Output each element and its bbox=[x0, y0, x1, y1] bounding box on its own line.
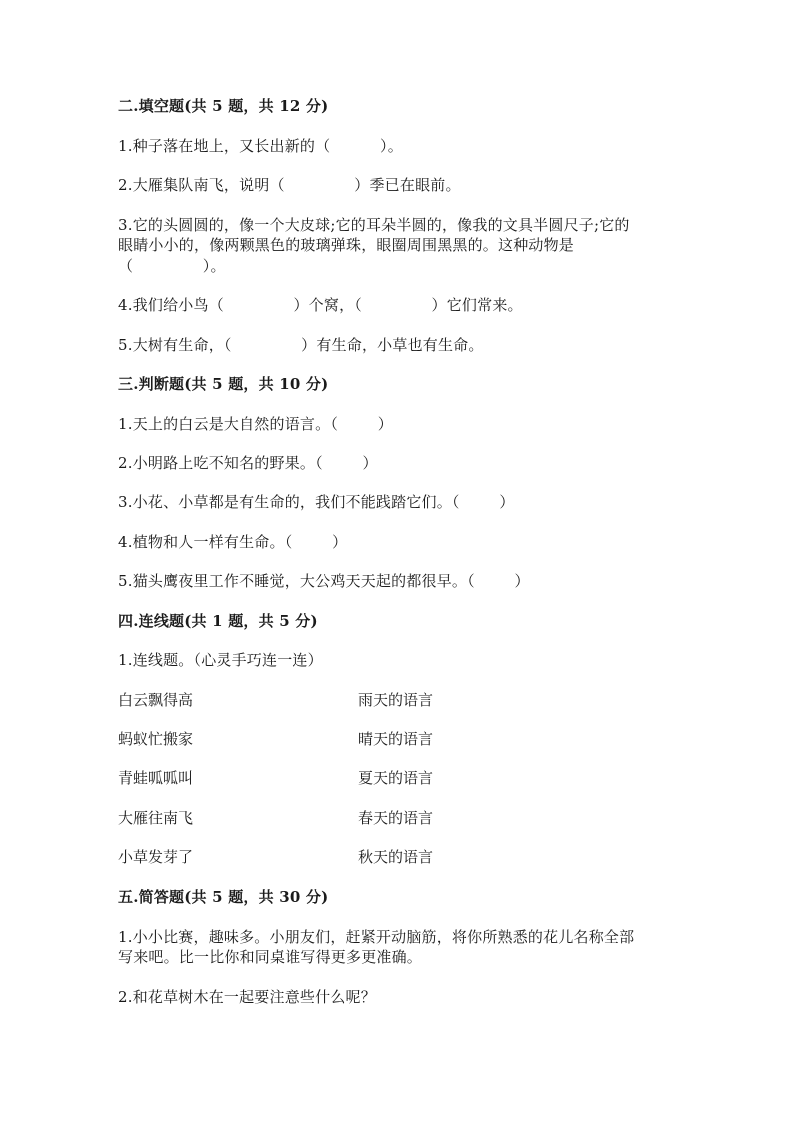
question-fill-3-line3: （ ）。 bbox=[118, 257, 226, 275]
section-heading-short-answer: 五.简答题(共 5 题，共 30 分) bbox=[118, 888, 329, 906]
matching-left-item: 白云飘得高 bbox=[118, 691, 194, 709]
question-sa-1-line2: 写来吧。比一比你和同桌谁写得更多更准确。 bbox=[118, 948, 423, 966]
question-fill-1: 1.种子落在地上，又长出新的（ ）。 bbox=[118, 137, 403, 155]
section-heading-fill-blank: 二.填空题(共 5 题，共 12 分) bbox=[118, 97, 329, 115]
question-fill-2: 2.大雁集队南飞，说明（ ）季已在眼前。 bbox=[118, 176, 461, 194]
question-tf-2: 2.小明路上吃不知名的野果。（ ） bbox=[118, 454, 378, 472]
question-tf-3: 3.小花、小草都是有生命的，我们不能践踏它们。（ ） bbox=[118, 493, 515, 511]
question-sa-1-line1: 1.小小比赛，趣味多。小朋友们，赶紧开动脑筋，将你所熟悉的花儿名称全部 bbox=[118, 928, 635, 946]
question-tf-1: 1.天上的白云是大自然的语言。（ ） bbox=[118, 415, 393, 433]
question-fill-5: 5.大树有生命，（ ）有生命，小草也有生命。 bbox=[118, 336, 484, 354]
section-heading-true-false: 三.判断题(共 5 题，共 10 分) bbox=[118, 375, 329, 393]
matching-left-item: 小草发芽了 bbox=[118, 848, 194, 866]
matching-left-item: 蚂蚁忙搬家 bbox=[118, 730, 194, 748]
matching-right-item: 秋天的语言 bbox=[358, 848, 434, 866]
section-heading-matching: 四.连线题(共 1 题，共 5 分) bbox=[118, 612, 318, 630]
question-fill-4: 4.我们给小鸟（ ）个窝，（ ）它们常来。 bbox=[118, 296, 523, 314]
matching-right-item: 晴天的语言 bbox=[358, 730, 434, 748]
matching-left-item: 大雁往南飞 bbox=[118, 809, 194, 827]
matching-left-item: 青蛙呱呱叫 bbox=[118, 769, 194, 787]
question-tf-5: 5.猫头鹰夜里工作不睡觉，大公鸡天天起的都很早。（ ） bbox=[118, 572, 530, 590]
question-matching: 1.连线题。（心灵手巧连一连） bbox=[118, 651, 323, 669]
question-sa-2: 2.和花草树木在一起要注意些什么呢？ bbox=[118, 988, 376, 1006]
matching-right-item: 春天的语言 bbox=[358, 809, 434, 827]
question-tf-4: 4.植物和人一样有生命。（ ） bbox=[118, 533, 348, 551]
matching-right-item: 夏天的语言 bbox=[358, 769, 434, 787]
question-fill-3-line1: 3.它的头圆圆的，像一个大皮球;它的耳朵半圆的，像我的文具半圆尺子;它的 bbox=[118, 216, 630, 234]
question-fill-3-line2: 眼睛小小的，像两颗黑色的玻璃弹珠，眼圈周围黑黑的。这种动物是 bbox=[118, 236, 575, 254]
matching-right-item: 雨天的语言 bbox=[358, 691, 434, 709]
